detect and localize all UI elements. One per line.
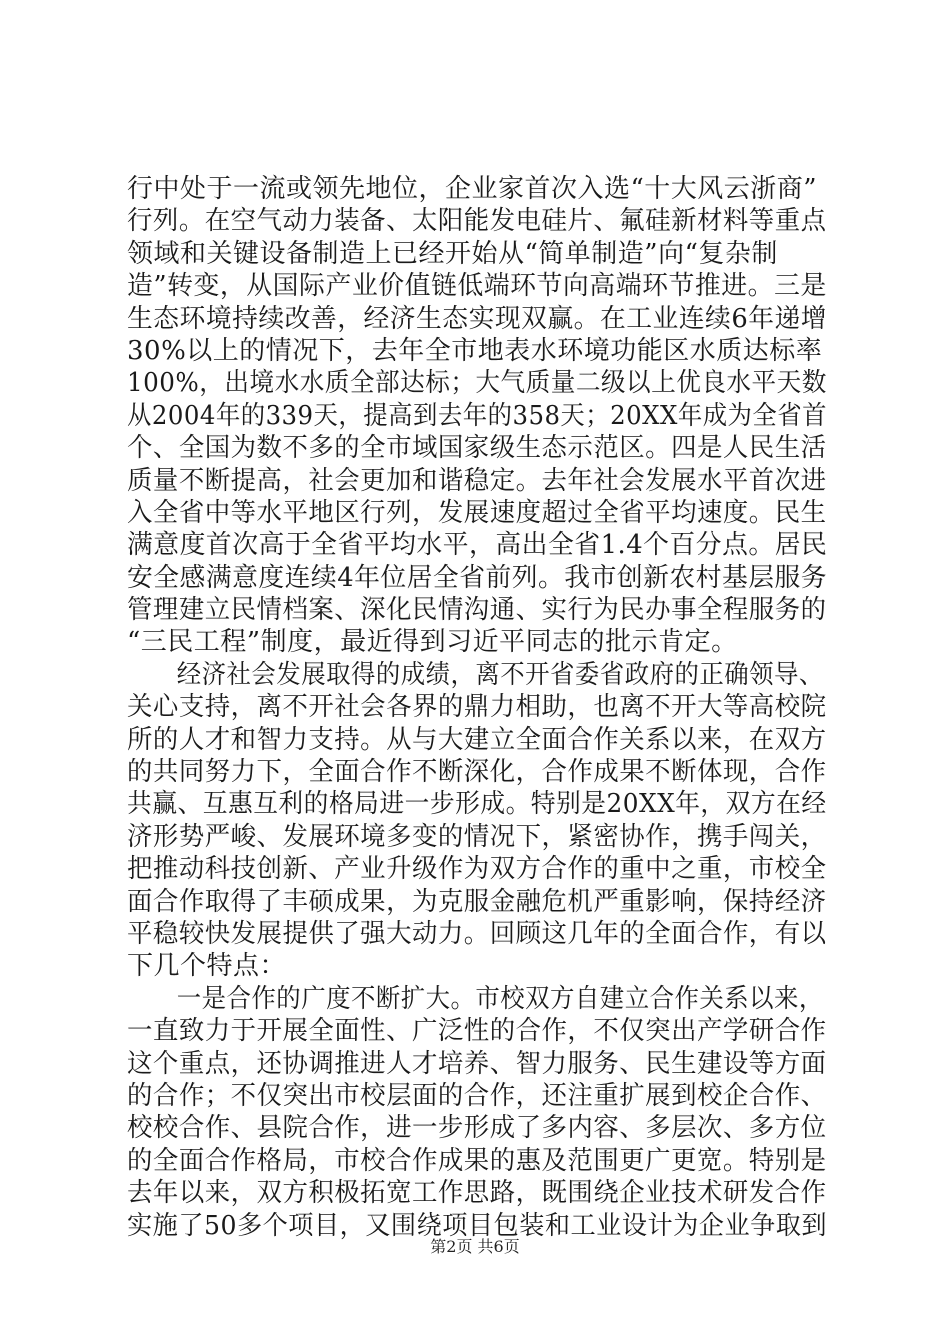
text-line: 100%，出境水水质全部达标；大气质量二级以上优良水平天数 xyxy=(127,368,827,399)
text-line: 面合作取得了丰硕成果，为克服金融危机严重影响，保持经济 xyxy=(127,886,827,917)
text-line: 关心支持，离不开社会各界的鼎力相助，也离不开大等高校院 xyxy=(127,692,827,723)
text-line: 一直致力于开展全面性、广泛性的合作，不仅突出产学研合作 xyxy=(127,1016,827,1047)
text-line: 的合作；不仅突出市校层面的合作，还注重扩展到校企合作、 xyxy=(127,1080,827,1111)
text-line: 的共同努力下，全面合作不断深化，合作成果不断体现，合作 xyxy=(127,757,827,788)
text-line: 下几个特点： xyxy=(127,951,287,982)
text-line: 行列。在空气动力装备、太阳能发电硅片、氟硅新材料等重点 xyxy=(127,206,827,237)
text-line: 管理建立民情档案、深化民情沟通、实行为民办事全程服务的 xyxy=(127,595,827,626)
text-line: 造”转变，从国际产业价值链低端环节向高端环节推进。三是 xyxy=(127,271,827,302)
text-line: 入全省中等水平地区行列，发展速度超过全省平均速度。民生 xyxy=(127,497,827,528)
text-line: 生态环境持续改善，经济生态实现双赢。在工业连续6年递增 xyxy=(127,303,828,334)
paragraph-first-line: 一是合作的广度不断扩大。市校双方自建立合作关系以来， xyxy=(176,983,824,1014)
text-line: 把推动科技创新、产业升级作为双方合作的重中之重，市校全 xyxy=(127,854,827,885)
body-text xyxy=(127,173,827,1242)
text-line: 领域和关键设备制造上已经开始从“简单制造”向“复杂制 xyxy=(127,238,778,269)
text-line: 平稳较快发展提供了强大动力。回顾这几年的全面合作，有以 xyxy=(127,918,827,949)
text-line: 这个重点，还协调推进人才培养、智力服务、民生建设等方面 xyxy=(127,1048,827,1079)
text-line: 个、全国为数不多的全市域国家级生态示范区。四是人民生活 xyxy=(127,433,827,464)
text-line: 实施了50多个项目，又围绕项目包装和工业设计为企业争取到 xyxy=(127,1210,828,1241)
text-line: 30%以上的情况下，去年全市地表水环境功能区水质达标率 xyxy=(127,335,823,366)
paragraph-first-line: 经济社会发展取得的成绩，离不开省委省政府的正确领导、 xyxy=(176,659,824,690)
text-line: 校校合作、县院合作，进一步形成了多内容、多层次、多方位 xyxy=(127,1113,827,1144)
text-line: 共赢、互惠互利的格局进一步形成。特别是20XX年，双方在经 xyxy=(127,789,827,820)
text-line: 安全感满意度连续4年位居全省前列。我市创新农村基层服务 xyxy=(127,562,828,593)
text-line: 质量不断提高，社会更加和谐稳定。去年社会发展水平首次进 xyxy=(127,465,827,496)
text-line: 满意度首次高于全省平均水平，高出全省1.4个百分点。居民 xyxy=(127,530,828,561)
text-line: 济形势严峻、发展环境多变的情况下，紧密协作，携手闯关， xyxy=(127,821,827,852)
text-line: 的全面合作格局，市校合作成果的惠及范围更广更宽。特别是 xyxy=(127,1145,827,1176)
text-line: 行中处于一流或领先地位，企业家首次入选“十大风云浙商” xyxy=(127,174,818,204)
text-line: 去年以来，双方积极拓宽工作思路，既围绕企业技术研发合作 xyxy=(127,1178,827,1209)
text-line: 所的人才和智力支持。从与大建立全面合作关系以来，在双方 xyxy=(127,724,827,755)
page-footer: 第2页 共6页 xyxy=(430,1237,520,1256)
text-line: 从2004年的339天，提高到去年的358天；20XX年成为全省首 xyxy=(127,400,828,431)
text-line: “三民工程”制度，最近得到习近平同志的批示肯定。 xyxy=(127,627,738,658)
